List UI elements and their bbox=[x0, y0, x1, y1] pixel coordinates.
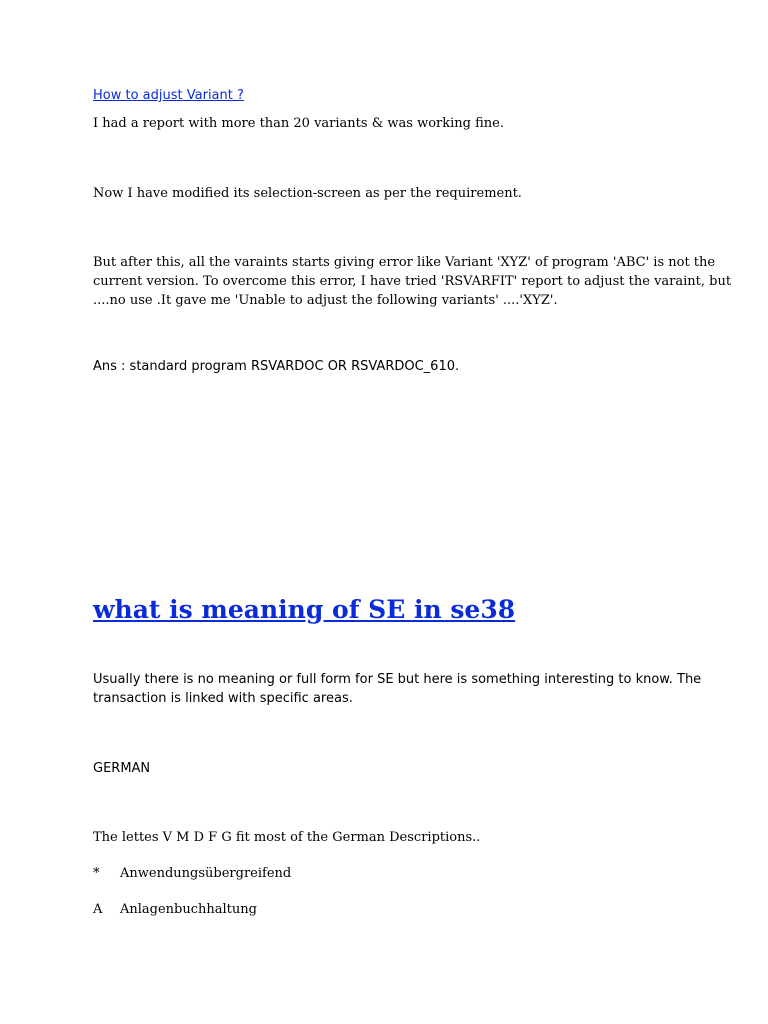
paragraph-error-line-1: But after this, all the varaints starts giving error like Variant 'XYZ' of program 'ABC' is not the bbox=[93, 255, 716, 270]
paragraph-error-line-2: current version. To overcome this error, I have tried 'RSVARFIT' report to adjust the varaint, but bbox=[93, 274, 732, 289]
intro-line-1: Usually there is no meaning or full form for SE but here is something interesting to know. The bbox=[93, 672, 702, 687]
letters-description: The lettes V M D F G fit most of the German Descriptions.. bbox=[93, 830, 481, 845]
paragraph-variants-working: I had a report with more than 20 variants & was working fine. bbox=[93, 116, 504, 131]
paragraph-modified-selection-screen: Now I have modified its selection-screen as per the requirement. bbox=[93, 186, 522, 201]
bullet-text: Anwendungsübergreifend bbox=[120, 866, 292, 881]
german-label: GERMAN bbox=[93, 761, 151, 776]
bullet-symbol: A bbox=[93, 902, 103, 917]
bullet-text: Anlagenbuchhaltung bbox=[120, 902, 257, 917]
question-link[interactable]: How to adjust Variant ? bbox=[93, 88, 244, 103]
intro-line-2: transaction is linked with specific areas. bbox=[93, 691, 353, 706]
bullet-symbol: * bbox=[93, 866, 100, 881]
answer-text: Ans : standard program RSVARDOC OR RSVARDOC_610. bbox=[93, 359, 460, 374]
se38-heading-link[interactable]: what is meaning of SE in se38 bbox=[93, 595, 516, 624]
paragraph-error-line-3: ....no use .It gave me 'Unable to adjust the following variants' ....'XYZ'. bbox=[93, 293, 558, 308]
